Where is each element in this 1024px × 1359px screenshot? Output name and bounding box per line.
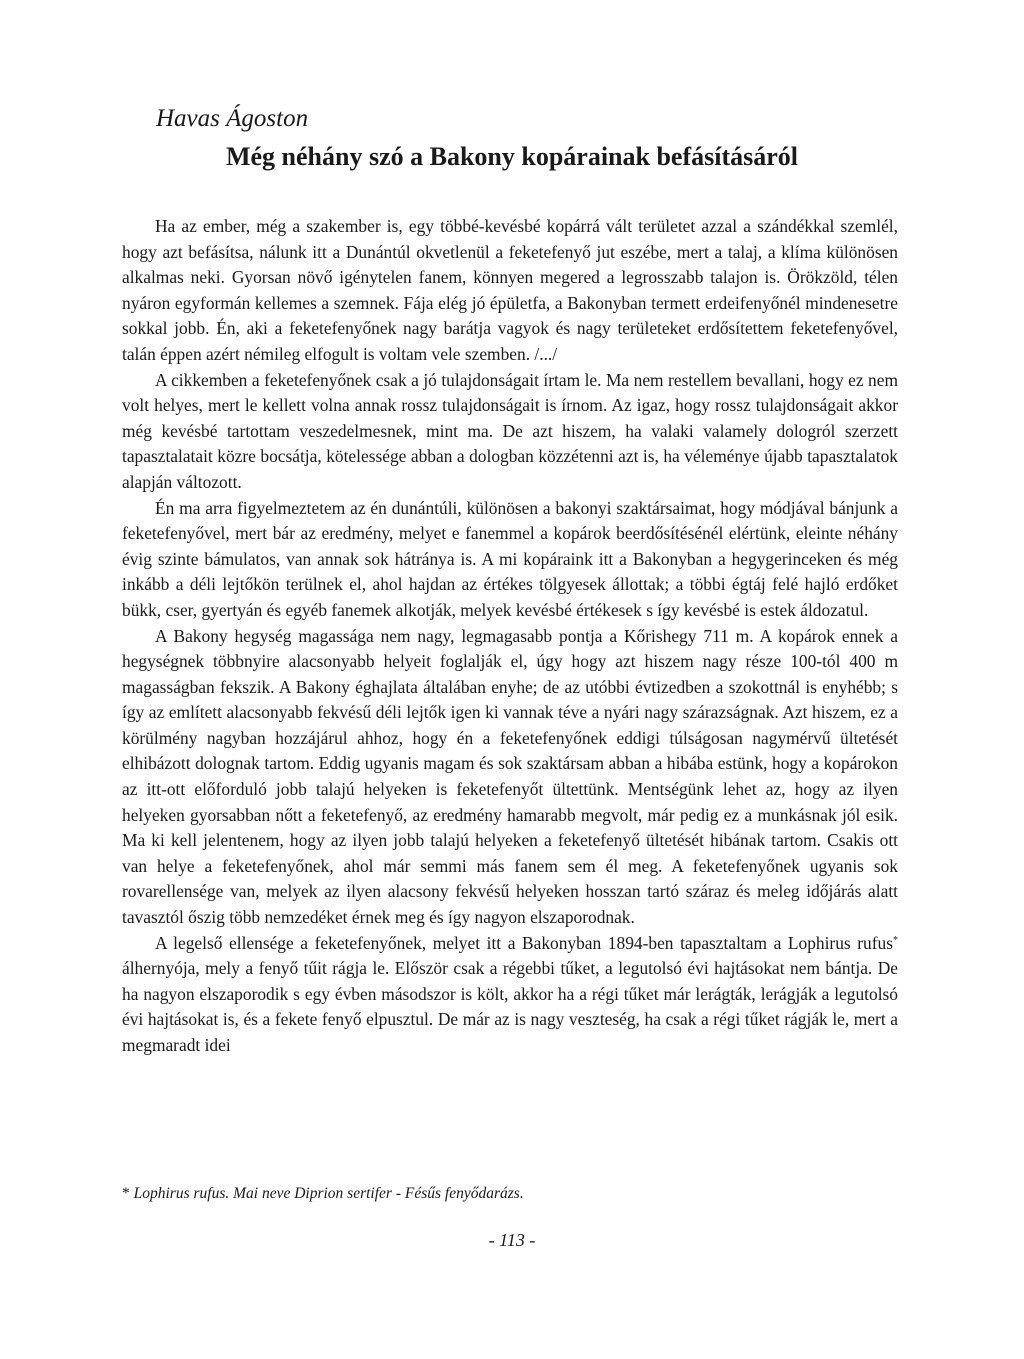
paragraph-text: A legelső ellensége a feketefenyőnek, melyet itt a Bakonyban 1894-ben tapasztaltam a Lophirus rufus bbox=[155, 932, 893, 953]
paragraph: A cikkemben a feketefenyőnek csak a jó tulajdonságait írtam le. Ma nem restellem bevallani, hogy ez nem volt helyes, mert le kellett volna annak rossz tulajdonságait is írnom. Az igaz, hogy rossz tulajdonságait akkor még kevésbé tartottam veszedelmesnek, mint ma. De azt hiszem, ha valaki valamely dologról szerzett tapasztalatait közre bocsátja, kötelessége abban a dologban közzétenni azt is, ha véleménye újabb tapasztalatok alapján változott. bbox=[122, 369, 898, 492]
article-title: Még néhány szó a Bakony kopárainak befásításáról bbox=[225, 142, 799, 171]
paragraph-text: álhernyója, mely a fenyő tűit rágja le. Először csak a régebbi tűket, a legutolsó évi hajtásokat nem bántja. De ha nagyon elszaporodik s egy évben másodszor is költ, akkor ha a régi tűket már lerágták, lerágják a legutolsó évi hajtásokat is, és a fekete fenyő elpusztul. De már az is nagy veszteség, ha csak a régi tűket rágják le, mert a megmaradt idei bbox=[122, 958, 898, 1055]
footnote bbox=[122, 1184, 898, 1204]
footnote-reference: * bbox=[893, 934, 898, 946]
paragraph: Én ma arra figyelmeztetem az én dunántúli, különösen a bakonyi szaktársaimat, hogy módjával bánjunk a feketefenyővel, mert bár az eredmény, melyet e fanemmel a kopárok beerdősítésénél elértünk, eleinte néhány évig szinte bámulatos, van annak sok hátránya is. A mi kopáraink itt a Bakonyban a hegygerinceken és még inkább a déli lejtőkön terülnek el, ahol hajdan az értékes tölgyesek állottak; a többi égtáj felé hajló erdőket bükk, cser, gyertyán és egyéb fanemek alkotják, melyek kevésbé értékesek s így kevésbé is estek áldozatul. bbox=[122, 497, 898, 620]
paragraph: Ha az ember, még a szakember is, egy többé-kevésbé kopárrá vált területet azzal a szándékkal szemlél, hogy azt befásítsa, nálunk itt a Dunántúl okvetlenül a feketefenyő jut eszébe, mert a talaj, a klíma különösen alkalmas neki. Gyorsan növő igénytelen fanem, könnyen megered a legrosszabb talajon is. Örökzöld, télen nyáron egyformán kellemes a szemnek. Fája elég jó épületfa, a Bakonyban termett erdeifenyőnél mindenesetre sokkal jobb. Én, aki a feketefenyőnek nagy barátja vagyok és nagy területeket erdősítettem feketefenyővel, talán éppen azért némileg elfogult is voltam vele szemben. /.../ bbox=[122, 216, 898, 364]
author-name: Havas Ágoston bbox=[156, 105, 309, 132]
footnote-text: Lophirus rufus. Mai neve Diprion sertifer - Fésűs fenyődarázs. bbox=[133, 1185, 524, 1202]
footnote-marker: * bbox=[122, 1185, 130, 1202]
page-number: - 113 - bbox=[488, 1230, 536, 1250]
paragraph: A Bakony hegység magassága nem nagy, legmagasabb pontja a Kőrishegy 711 m. A kopárok ennek a hegységnek többnyire alacsonyabb helyeit foglalják el, úgy hogy azt hiszem nagy része 100-tól 400 m magasságban fekszik. A Bakony éghajlata általában enyhe; de az utóbbi évtizedben a szokottnál is enyhébb; s így az említett alacsonyabb fekvésű déli lejtők igen ki vannak téve a nyári nagy szárazságnak. Azt hiszem, ez a körülmény nagyban hozzájárul ahhoz, hogy én a feketefenyőnek eddigi túlságosan nagymérvű ültetését elhibázott dolognak tartom. Eddig ugyanis magam és sok szaktársam abban a hibába estünk, hogy a kopárokon az itt-ott előforduló jobb talajú helyeken is feketefenyőt ültettünk. Mentségünk lehet az, hogy az ilyen helyeken gyorsabban nőtt a feketefenyő, az eredmény hamarabb megvolt, már pedig ez a munkásnak jól esik. Ma ki kell jelentenem, hogy az ilyen jobb talajú helyeken a feketefenyő ültetését hibának tartom. Csakis ott van helye a feketefenyőnek, ahol már semmi más fanem sem él meg. A feketefenyőnek ugyanis sok rovarellensége van, melyek az ilyen alacsony fekvésű helyeken hosszan tartó száraz és meleg időjárás alatt tavasztól őszig több nemzedéket érnek meg és így nagyon elszaporodnak. bbox=[122, 625, 898, 928]
paragraph bbox=[122, 931, 898, 1059]
article-body bbox=[122, 214, 898, 1059]
